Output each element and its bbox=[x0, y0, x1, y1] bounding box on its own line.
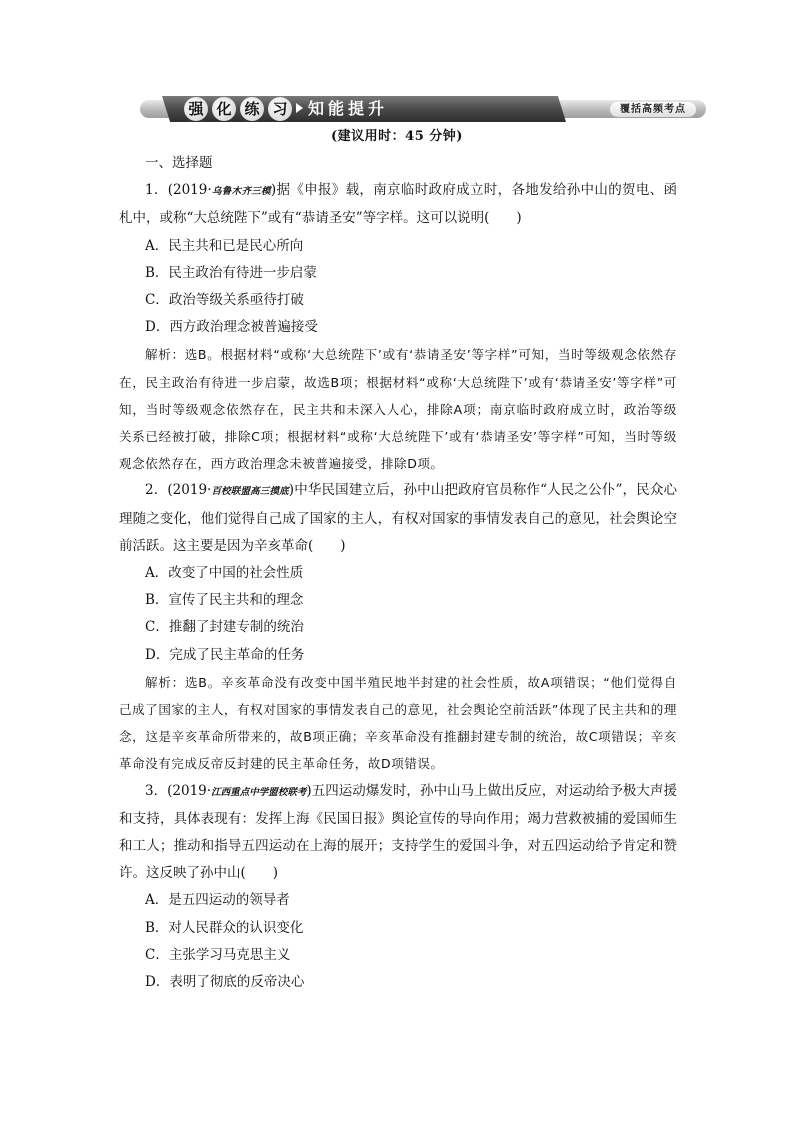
option-d: D．完成了民主革命的任务 bbox=[145, 646, 305, 663]
question-number: 2．(2019· bbox=[145, 482, 212, 499]
option-b: B．民主政治有待进一步启蒙 bbox=[145, 264, 317, 281]
option-a: A．是五四运动的领导者 bbox=[145, 892, 290, 909]
banner-subtitle: 知能提升 bbox=[308, 99, 389, 118]
option-c: C．政治等级关系亟待打破 bbox=[145, 292, 304, 309]
question-source: 江西重点中学盟校联考 bbox=[211, 786, 307, 798]
option-b: B．宣传了民主共和的理念 bbox=[145, 592, 304, 609]
option-c: C．主张学习马克思主义 bbox=[145, 946, 291, 963]
question-number: 1．(2019· bbox=[145, 182, 212, 199]
question-stem bbox=[119, 177, 677, 232]
option-b: B．对人民群众的认识变化 bbox=[145, 919, 304, 936]
question-stem bbox=[119, 778, 677, 888]
banner-char: 化 bbox=[212, 97, 236, 121]
option-d: D．表明了彻底的反帝决心 bbox=[145, 974, 305, 991]
option-a: A．改变了中国的社会性质 bbox=[145, 565, 304, 582]
option-a: A．民主共和已是民心所向 bbox=[145, 237, 304, 254]
banner-tag: 覆括高频考点 bbox=[610, 102, 696, 117]
time-note: (建议用时：45 分钟) bbox=[331, 129, 463, 144]
question-source: 百校联盟高三摸底 bbox=[211, 486, 289, 498]
section-banner bbox=[140, 96, 706, 122]
question-text: )据《申报》载，南京临时政府成立时，各地发给孙中山的贺电、函札中，或称“大总统陛下”或有“恭请圣安”等字样。这可以说明( ) bbox=[119, 182, 677, 227]
banner-char: 习 bbox=[268, 97, 292, 121]
banner-char: 强 bbox=[184, 97, 208, 121]
exercise-content bbox=[119, 150, 677, 996]
option-d: D．西方政治理念被普遍接受 bbox=[145, 319, 318, 336]
answer-analysis: 解析：选B。辛亥革命没有改变中国半殖民地半封建的社会性质，故A项错误；“他们觉得自己成了国家的主人，有权对国家的事情发表自己的意见，社会舆论空前活跃”体现了民主共和的理念，这是辛亥革命所带来的，故B项正确；辛亥革命没有推翻封建专制的统治，故C项错误；辛亥革命没有完成反帝反封建的民主革命任务，故D项错误。 bbox=[119, 674, 677, 772]
option-c: C．推翻了封建专制的统治 bbox=[145, 619, 304, 636]
section-title: 一、选择题 bbox=[145, 155, 213, 171]
question-text: )中华民国建立后，孙中山把政府官员称作“人民之公仆”，民众心理随之变化，他们觉得自己成了国家的主人，有权对国家的事情发表自己的意见，社会舆论空前活跃。这主要是因为辛亥革命( ) bbox=[119, 482, 677, 554]
answer-analysis: 解析：选B。根据材料“或称‘大总统陛下’或有‘恭请圣安’等字样”可知，当时等级观念依然存在，民主政治有待进一步启蒙，故选B项；根据材料“或称‘大总统陛下’或有‘恭请圣安’等字样”可知，当时等级观念依然存在，民主共和未深入人心，排除A项；南京临时政府成立时，政治等级关系已经被打破，排除C项；根据材料“或称‘大总统陛下’或有‘恭请圣安’等字样”可知，当时等级观念依然存在，西方政治理念未被普遍接受，排除D项。 bbox=[119, 347, 677, 472]
banner-title bbox=[184, 97, 292, 121]
question-stem bbox=[119, 477, 677, 560]
banner-char: 练 bbox=[240, 97, 264, 121]
triangle-arrow-icon bbox=[296, 103, 303, 113]
question-number: 3．(2019· bbox=[145, 782, 212, 799]
question-source: 乌鲁木齐三模 bbox=[211, 186, 271, 198]
question-text: )五四运动爆发时，孙中山马上做出反应，对运动给予极大声援和支持，具体表现有：发挥上海《民国日报》舆论宣传的导向作用；竭力营救被捕的爱国师生和工人；推动和指导五四运动在上海的展开；支持学生的爱国斗争，对五四运动给予肯定和赞许。这反映了孙中山( ) bbox=[119, 782, 677, 882]
